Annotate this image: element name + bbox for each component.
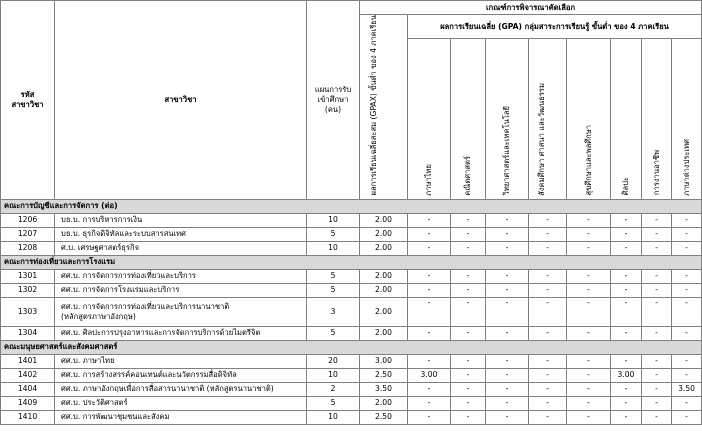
table-row bbox=[1, 410, 702, 424]
cell-gpax: 2.00 bbox=[360, 396, 408, 410]
cell-plan: 5 bbox=[307, 283, 360, 297]
cell-subject-gpa: - bbox=[529, 326, 567, 340]
header-subject: การงานอาชีพ bbox=[642, 39, 672, 199]
cell-subject-gpa: - bbox=[642, 326, 672, 340]
cell-subject-gpa: - bbox=[486, 241, 529, 255]
header-subject: คณิตศาสตร์ bbox=[451, 39, 486, 199]
cell-plan: 5 bbox=[307, 269, 360, 283]
cell-major: ศศ.บ. การพัฒนาชุมชนและสังคม bbox=[55, 410, 307, 424]
cell-subject-gpa: - bbox=[486, 283, 529, 297]
cell-subject-gpa: - bbox=[642, 283, 672, 297]
cell-subject-gpa: - bbox=[486, 354, 529, 368]
cell-subject-gpa: - bbox=[567, 382, 611, 396]
cell-subject-gpa: - bbox=[529, 368, 567, 382]
section-row bbox=[1, 255, 702, 269]
cell-subject-gpa: - bbox=[611, 283, 642, 297]
cell-subject-gpa: - bbox=[672, 283, 702, 297]
cell-subject-gpa: - bbox=[611, 354, 642, 368]
cell-subject-gpa: - bbox=[567, 283, 611, 297]
cell-plan: 5 bbox=[307, 227, 360, 241]
cell-major: ศศ.บ. การจัดการการท่องเที่ยวและบริการนานาชาติ (หลักสูตรภาษาอังกฤษ) bbox=[55, 297, 307, 326]
table-row bbox=[1, 354, 702, 368]
cell-gpax: 2.00 bbox=[360, 241, 408, 255]
cell-subject-gpa: - bbox=[567, 396, 611, 410]
cell-subject-gpa: - bbox=[529, 297, 567, 326]
header-subject: สุขศึกษาและพลศึกษา bbox=[567, 39, 611, 199]
cell-subject-gpa: - bbox=[451, 297, 486, 326]
cell-subject-gpa: - bbox=[567, 326, 611, 340]
header-gpa-group: ผลการเรียนเฉลี่ย (GPA) กลุ่มสาระการเรียนรู้ ขั้นต่ำ ของ 4 ภาคเรียน bbox=[408, 15, 702, 39]
cell-subject-gpa: - bbox=[642, 227, 672, 241]
cell-subject-gpa: - bbox=[611, 297, 642, 326]
cell-code: 1208 bbox=[1, 241, 55, 255]
cell-major: บธ.บ. ธุรกิจดิจิทัลและระบบสารสนเทศ bbox=[55, 227, 307, 241]
header-subject: วิทยาศาสตร์และเทคโนโลยี bbox=[486, 39, 529, 199]
cell-major: ศศ.บ. ภาษาไทย bbox=[55, 354, 307, 368]
cell-subject-gpa: - bbox=[567, 241, 611, 255]
header-major: สาขาวิชา bbox=[55, 1, 307, 200]
cell-subject-gpa: - bbox=[451, 269, 486, 283]
cell-subject-gpa: - bbox=[408, 227, 451, 241]
cell-subject-gpa: - bbox=[408, 213, 451, 227]
cell-subject-gpa: - bbox=[408, 326, 451, 340]
cell-plan: 20 bbox=[307, 354, 360, 368]
cell-subject-gpa: - bbox=[642, 410, 672, 424]
cell-plan: 2 bbox=[307, 382, 360, 396]
cell-major: ศ.บ. เศรษฐศาสตร์ธุรกิจ bbox=[55, 241, 307, 255]
cell-subject-gpa: - bbox=[672, 354, 702, 368]
section-title: คณะการบัญชีและการจัดการ (ต่อ) bbox=[1, 199, 702, 213]
cell-plan: 10 bbox=[307, 241, 360, 255]
cell-subject-gpa: - bbox=[451, 354, 486, 368]
cell-subject-gpa: - bbox=[567, 213, 611, 227]
cell-subject-gpa: - bbox=[486, 368, 529, 382]
cell-subject-gpa: - bbox=[408, 241, 451, 255]
cell-subject-gpa: - bbox=[451, 283, 486, 297]
table-row bbox=[1, 396, 702, 410]
cell-gpax: 2.50 bbox=[360, 410, 408, 424]
cell-major: ศศ.บ. การสร้างสรรค์คอนเทนต์และนวัตกรรมสื่อดิจิทัล bbox=[55, 368, 307, 382]
cell-subject-gpa: 3.50 bbox=[672, 382, 702, 396]
cell-subject-gpa: - bbox=[408, 269, 451, 283]
cell-subject-gpa: - bbox=[486, 410, 529, 424]
cell-subject-gpa: - bbox=[567, 410, 611, 424]
cell-subject-gpa: - bbox=[642, 241, 672, 255]
cell-subject-gpa: - bbox=[486, 213, 529, 227]
cell-subject-gpa: - bbox=[642, 368, 672, 382]
cell-subject-gpa: - bbox=[642, 382, 672, 396]
cell-subject-gpa: - bbox=[611, 382, 642, 396]
cell-subject-gpa: - bbox=[486, 396, 529, 410]
cell-gpax: 2.00 bbox=[360, 297, 408, 326]
cell-subject-gpa: - bbox=[451, 382, 486, 396]
cell-gpax: 3.00 bbox=[360, 354, 408, 368]
cell-subject-gpa: - bbox=[529, 241, 567, 255]
cell-subject-gpa: - bbox=[451, 213, 486, 227]
cell-code: 1304 bbox=[1, 326, 55, 340]
cell-plan: 5 bbox=[307, 326, 360, 340]
cell-code: 1401 bbox=[1, 354, 55, 368]
table-row bbox=[1, 382, 702, 396]
cell-subject-gpa: - bbox=[611, 396, 642, 410]
cell-subject-gpa: - bbox=[529, 396, 567, 410]
cell-subject-gpa: - bbox=[408, 283, 451, 297]
cell-major: ศศ.บ. ภาษาอังกฤษเพื่อการสื่อสารนานาชาติ (หลักสูตรนานาชาติ) bbox=[55, 382, 307, 396]
cell-plan: 10 bbox=[307, 213, 360, 227]
cell-subject-gpa: - bbox=[408, 297, 451, 326]
cell-subject-gpa: - bbox=[486, 326, 529, 340]
section-row bbox=[1, 340, 702, 354]
table-row bbox=[1, 283, 702, 297]
cell-subject-gpa: - bbox=[642, 396, 672, 410]
cell-gpax: 2.00 bbox=[360, 326, 408, 340]
cell-subject-gpa: - bbox=[611, 227, 642, 241]
cell-code: 1402 bbox=[1, 368, 55, 382]
cell-subject-gpa: - bbox=[408, 382, 451, 396]
cell-subject-gpa: - bbox=[642, 354, 672, 368]
cell-major: ศศ.บ. ศิลปะการปรุงอาหารและการจัดการบริการด้วยไมตรีจิต bbox=[55, 326, 307, 340]
cell-code: 1410 bbox=[1, 410, 55, 424]
cell-subject-gpa: - bbox=[672, 396, 702, 410]
cell-subject-gpa: - bbox=[529, 227, 567, 241]
cell-code: 1301 bbox=[1, 269, 55, 283]
cell-plan: 3 bbox=[307, 297, 360, 326]
cell-subject-gpa: - bbox=[611, 269, 642, 283]
cell-subject-gpa: - bbox=[529, 354, 567, 368]
cell-subject-gpa: - bbox=[672, 368, 702, 382]
cell-subject-gpa: - bbox=[486, 269, 529, 283]
table-row bbox=[1, 326, 702, 340]
cell-subject-gpa: - bbox=[611, 241, 642, 255]
header-plan: แผนการรับ เข้าศึกษา (คน) bbox=[307, 1, 360, 200]
cell-subject-gpa: - bbox=[529, 410, 567, 424]
header-subject: สังคมศึกษา ศาสนา และวัฒนธรรม bbox=[529, 39, 567, 199]
cell-major: ศศ.บ. ประวัติศาสตร์ bbox=[55, 396, 307, 410]
cell-subject-gpa: - bbox=[611, 326, 642, 340]
cell-code: 1404 bbox=[1, 382, 55, 396]
cell-code: 1302 bbox=[1, 283, 55, 297]
table-row bbox=[1, 241, 702, 255]
cell-subject-gpa: - bbox=[567, 368, 611, 382]
cell-major: บธ.บ. การบริหารการเงิน bbox=[55, 213, 307, 227]
table-row bbox=[1, 368, 702, 382]
cell-subject-gpa: - bbox=[408, 396, 451, 410]
cell-subject-gpa: - bbox=[672, 410, 702, 424]
cell-subject-gpa: - bbox=[672, 227, 702, 241]
cell-subject-gpa: - bbox=[408, 410, 451, 424]
section-title: คณะมนุษยศาสตร์และสังคมศาสตร์ bbox=[1, 340, 702, 354]
cell-code: 1207 bbox=[1, 227, 55, 241]
cell-subject-gpa: - bbox=[672, 213, 702, 227]
cell-subject-gpa: - bbox=[451, 241, 486, 255]
header-gpax: ผลการเรียนเฉลี่ยสะสม (GPAX) ขั้นต่ำ ของ 4 ภาคเรียน bbox=[360, 15, 408, 200]
cell-subject-gpa: - bbox=[567, 297, 611, 326]
cell-subject-gpa: - bbox=[611, 213, 642, 227]
cell-subject-gpa: - bbox=[567, 354, 611, 368]
cell-subject-gpa: - bbox=[567, 227, 611, 241]
table-row bbox=[1, 297, 702, 326]
cell-code: 1409 bbox=[1, 396, 55, 410]
cell-subject-gpa: - bbox=[672, 297, 702, 326]
cell-subject-gpa: - bbox=[672, 326, 702, 340]
section-title: คณะการท่องเที่ยวและการโรงแรม bbox=[1, 255, 702, 269]
table-row bbox=[1, 269, 702, 283]
table-row bbox=[1, 213, 702, 227]
cell-subject-gpa: - bbox=[451, 227, 486, 241]
cell-gpax: 2.00 bbox=[360, 283, 408, 297]
cell-subject-gpa: - bbox=[486, 297, 529, 326]
cell-code: 1206 bbox=[1, 213, 55, 227]
cell-plan: 10 bbox=[307, 368, 360, 382]
cell-subject-gpa: - bbox=[486, 382, 529, 396]
cell-subject-gpa: - bbox=[611, 410, 642, 424]
cell-gpax: 2.00 bbox=[360, 227, 408, 241]
cell-subject-gpa: - bbox=[408, 354, 451, 368]
cell-gpax: 2.00 bbox=[360, 269, 408, 283]
cell-subject-gpa: - bbox=[451, 396, 486, 410]
cell-gpax: 3.50 bbox=[360, 382, 408, 396]
section-row bbox=[1, 199, 702, 213]
cell-subject-gpa: - bbox=[672, 241, 702, 255]
cell-subject-gpa: 3.00 bbox=[611, 368, 642, 382]
header-subject: ภาษาต่างประเทศ bbox=[672, 39, 702, 199]
cell-subject-gpa: 3.00 bbox=[408, 368, 451, 382]
cell-subject-gpa: - bbox=[451, 326, 486, 340]
cell-code: 1303 bbox=[1, 297, 55, 326]
header-subject: ศิลปะ bbox=[611, 39, 642, 199]
header-criteria: เกณฑ์การพิจารณาคัดเลือก bbox=[360, 1, 702, 15]
cell-subject-gpa: - bbox=[529, 382, 567, 396]
cell-subject-gpa: - bbox=[567, 269, 611, 283]
cell-subject-gpa: - bbox=[486, 227, 529, 241]
table-row bbox=[1, 227, 702, 241]
cell-plan: 10 bbox=[307, 410, 360, 424]
cell-major: ศศ.บ. การจัดการโรงแรมและบริการ bbox=[55, 283, 307, 297]
cell-subject-gpa: - bbox=[529, 269, 567, 283]
cell-gpax: 2.50 bbox=[360, 368, 408, 382]
cell-subject-gpa: - bbox=[642, 213, 672, 227]
header-subject: ภาษาไทย bbox=[408, 39, 451, 199]
cell-subject-gpa: - bbox=[529, 283, 567, 297]
cell-gpax: 2.00 bbox=[360, 213, 408, 227]
cell-subject-gpa: - bbox=[642, 297, 672, 326]
cell-subject-gpa: - bbox=[672, 269, 702, 283]
cell-subject-gpa: - bbox=[451, 368, 486, 382]
cell-subject-gpa: - bbox=[642, 269, 672, 283]
cell-plan: 5 bbox=[307, 396, 360, 410]
cell-major: ศศ.บ. การจัดการการท่องเที่ยวและบริการ bbox=[55, 269, 307, 283]
cell-subject-gpa: - bbox=[529, 213, 567, 227]
header-code: รหัส สาขาวิชา bbox=[1, 1, 55, 200]
cell-subject-gpa: - bbox=[451, 410, 486, 424]
